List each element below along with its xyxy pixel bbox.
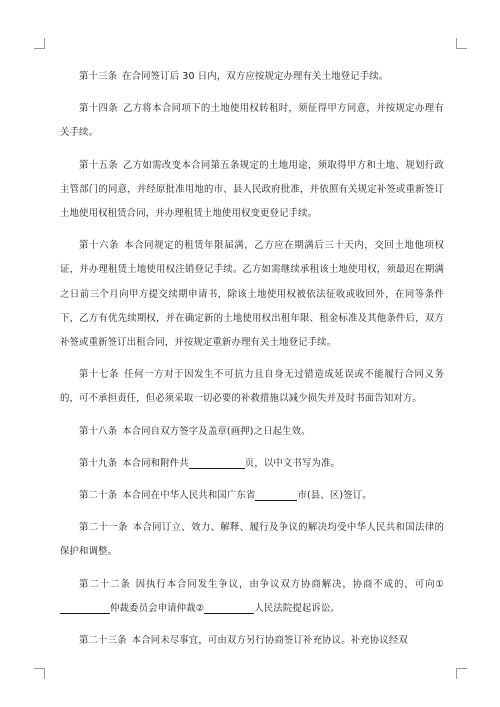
article-20 [60, 484, 444, 508]
article-18 [60, 420, 444, 444]
article-label: 第十八条 [79, 425, 118, 437]
article-text: 因执行本合同发生争议，由争议双方协商解决，协商不成的，可向 [135, 578, 436, 590]
crop-mark-bottom-left [34, 668, 45, 679]
crop-mark-top-left [34, 38, 45, 49]
option-marker: ① [435, 578, 444, 590]
article-text: 本合同和附件共 [122, 457, 189, 469]
article-13 [60, 65, 444, 89]
article-label: 第二十条 [79, 490, 118, 502]
article-text: 市(县、区)签订。 [297, 490, 372, 502]
article-text: 乙方如需改变本合同第五条规定的土地用途，须取得甲方和土地、规划行政主管部门的同意，并经原批准用地的市、县人民政府批准，并依照有关规定补签或重新签订土地使用权租赁合同，并办理租赁土地使用权变更登记手续。 [60, 159, 445, 220]
article-text: 乙方将本合同项下的土地使用权转租时，须征得甲方同意，并按规定办理有关手续。 [60, 103, 445, 139]
article-text: 在合同签订后 30 日内，双方应按规定办理有关土地登记手续。 [122, 71, 389, 82]
article-label: 第十三条 [79, 71, 118, 82]
article-21 [60, 516, 444, 564]
article-text: 本合同订立、效力、解释、履行及争议的解决均受中华人民共和国法律的保护和调整。 [60, 522, 444, 558]
article-17 [60, 363, 444, 411]
article-label: 第二十三条 [79, 635, 127, 647]
article-16 [60, 234, 444, 355]
article-label: 第十五条 [79, 159, 118, 171]
article-text: 仲裁委员会申请仲裁② [110, 602, 205, 614]
city-blank[interactable] [255, 488, 297, 501]
article-label: 第二十一条 [79, 522, 128, 534]
article-label: 第二十二条 [79, 578, 131, 590]
article-15 [60, 154, 444, 227]
article-text: 页，以中文书写为准。 [244, 457, 341, 469]
article-19 [60, 452, 444, 476]
arbitration-commission-blank[interactable] [60, 601, 110, 614]
article-text: 人民法院提起诉讼。 [254, 602, 341, 614]
crop-mark-top-right [456, 38, 467, 49]
article-label: 第十四条 [79, 103, 118, 115]
article-text: 本合同在中华人民共和国广东省 [122, 490, 256, 502]
article-text: 本合同自双方签字及盖章(画押)之日起生效。 [122, 425, 311, 437]
article-label: 第十七条 [79, 369, 120, 381]
article-text: 本合同规定的租赁年限届满，乙方应在期满后三十天内，交回土地他项权证，并办理租赁土地使用权注销登记手续。乙方如需继续承租该土地使用权，须最迟在期满之日前三个月向甲方提交续期申请书，除该土地使用权被依法征收或收回外，在同等条件下，乙方有优先续期权，并在确定新的土地使用权出租年限、租金标准及其他条件后，双方补签或重新签订出租合同，并按规定重新办理有关土地登记手续。 [60, 240, 444, 349]
article-text: 任何一方对于因发生不可抗力且自身无过错造成延误或不能履行合同义务的，可不承担责任，但必须采取一切必要的补救措施以减少损失并及时书面告知对方。 [60, 369, 444, 405]
court-blank[interactable] [204, 601, 254, 614]
article-text: 本合同未尽事宜，可由双方另行协商签订补充协议。补充协议经双 [131, 635, 408, 647]
page-count-blank[interactable] [189, 456, 245, 469]
document-body [60, 65, 444, 661]
article-label: 第十九条 [79, 457, 118, 469]
article-label: 第十六条 [79, 240, 120, 252]
crop-mark-bottom-right [456, 668, 467, 679]
article-23 [60, 629, 444, 653]
article-22 [60, 573, 444, 621]
article-14 [60, 97, 444, 145]
